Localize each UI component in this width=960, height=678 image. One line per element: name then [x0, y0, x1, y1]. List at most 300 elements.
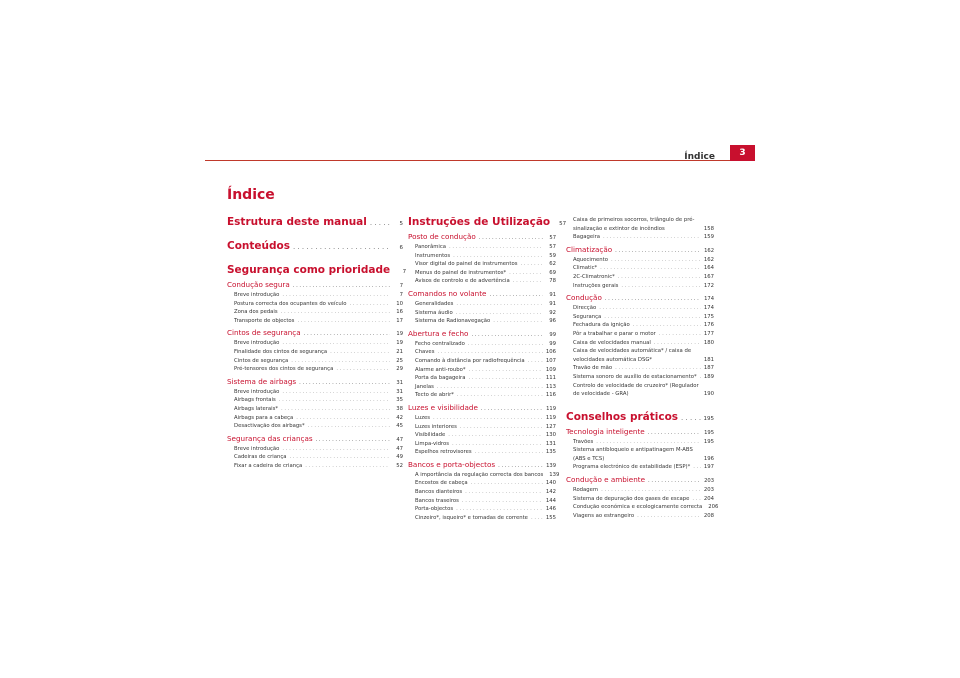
toc-page-number: 17 — [396, 317, 403, 324]
toc-item[interactable] — [408, 431, 556, 440]
toc-page-number: 162 — [703, 256, 714, 263]
toc-entry-label-line: de velocidade - GRA) — [573, 391, 629, 398]
toc-entry-label: Airbags para a cabeça — [234, 414, 294, 421]
toc-page-number: 7 — [399, 292, 403, 298]
toc-page-number: 159 — [703, 234, 714, 241]
toc-section[interactable] — [227, 280, 403, 291]
toc-page-number: 92 — [549, 309, 556, 316]
toc-item[interactable] — [566, 304, 714, 313]
toc-entry-label: Segurança — [573, 313, 602, 320]
toc-chapter[interactable] — [566, 411, 714, 423]
toc-entry-label: Rodagem — [573, 487, 599, 494]
toc-entry-label-line: Caixa de velocidades automática* / caixa de — [573, 348, 692, 355]
leader-dots — [481, 405, 543, 414]
toc-item[interactable] — [408, 357, 556, 366]
toc-page-number: 19 — [396, 340, 403, 347]
toc-entry-label: Luzes — [415, 414, 431, 421]
leader-dots — [468, 374, 542, 383]
toc-entry-label: Programa electrónico de estabilidade (ESP)* — [573, 464, 691, 471]
leader-dots — [479, 234, 543, 243]
toc-page-number: 187 — [703, 365, 714, 372]
toc-page-number: 52 — [396, 462, 403, 469]
leader-dots — [603, 233, 701, 242]
leader-dots — [449, 243, 543, 252]
toc-page-number: 96 — [549, 318, 556, 325]
leader-dots — [528, 357, 543, 366]
toc-item[interactable] — [408, 269, 556, 278]
toc-item[interactable] — [408, 309, 556, 318]
toc-item[interactable] — [408, 300, 556, 309]
toc-entry-label: Avisos de controlo e de advertência — [415, 278, 510, 285]
leader-dots — [456, 300, 543, 309]
leader-dots — [513, 277, 543, 286]
leader-dots — [457, 391, 543, 400]
toc-column-2 — [408, 216, 567, 522]
toc-item[interactable] — [227, 414, 403, 423]
toc-item[interactable] — [408, 479, 556, 488]
toc-item[interactable] — [227, 365, 403, 374]
leader-dots — [433, 414, 543, 423]
toc-page-number: 59 — [549, 252, 556, 259]
toc-page-number: 49 — [396, 454, 403, 461]
toc-entry-label: Bancos traseiros — [415, 497, 459, 504]
toc-entry-label: Espelhos retrovisores — [415, 449, 472, 456]
toc-item[interactable] — [566, 463, 714, 472]
toc-item[interactable] — [566, 438, 714, 447]
toc-entry-label: Estrutura deste manual — [227, 216, 367, 228]
index-title: Índice — [227, 187, 275, 203]
toc-chapter[interactable] — [227, 216, 403, 228]
leader-dots — [448, 431, 543, 440]
toc-page-number: 130 — [545, 432, 556, 439]
toc-page-number: 7 — [402, 269, 407, 275]
toc-page-number: 119 — [545, 414, 556, 421]
leader-dots — [601, 486, 701, 495]
toc-entry-label: Visor digital do painel de instrumentos — [415, 261, 518, 268]
toc-section[interactable] — [227, 434, 403, 445]
leader-dots — [605, 295, 701, 304]
toc-entry-label: Encostos de cabeça — [415, 480, 468, 487]
toc-entry-label: Climatização — [566, 244, 613, 254]
leader-dots — [648, 429, 701, 438]
toc-entry-label: Viagens ao estrangeiro — [573, 512, 635, 519]
toc-item[interactable] — [408, 488, 556, 497]
toc-page-number: 203 — [703, 487, 714, 494]
toc-entry-label: Sistema de airbags — [227, 376, 297, 386]
toc-page-number: 5 — [399, 221, 403, 227]
leader-dots — [637, 512, 701, 521]
toc-item[interactable] — [566, 256, 714, 265]
toc-item[interactable] — [408, 340, 556, 349]
toc-page-number: 78 — [549, 278, 556, 285]
toc-item[interactable] — [227, 445, 403, 454]
toc-entry-label: Abertura e fecho — [408, 328, 469, 338]
toc-entry-label: Finalidade dos cintos de segurança — [234, 348, 328, 355]
toc-item[interactable] — [566, 347, 714, 364]
toc-chapter[interactable] — [227, 264, 407, 276]
toc-item[interactable] — [227, 388, 403, 397]
toc-item[interactable] — [566, 216, 714, 233]
toc-item[interactable] — [408, 448, 556, 457]
toc-page-number: 195 — [703, 438, 714, 445]
leader-dots — [279, 396, 390, 405]
toc-item[interactable] — [408, 423, 556, 432]
toc-item[interactable] — [566, 330, 714, 339]
toc-entry-label-line: sinalização e extintor de incêndios — [573, 225, 665, 232]
leader-dots — [475, 448, 543, 457]
toc-page-number: 203 — [704, 478, 714, 485]
toc-item[interactable] — [408, 497, 556, 506]
toc-entry-label: Sistema sonoro de auxílio de estacionamento* — [573, 373, 697, 380]
toc-section[interactable] — [408, 460, 556, 471]
toc-entry-label: Fixar a cadeira de criança — [234, 462, 303, 469]
toc-item[interactable] — [227, 308, 403, 317]
toc-entry-label: Bagageira — [573, 234, 601, 241]
toc-entry-label: Limpa-vidros — [415, 440, 449, 447]
toc-page-number: 175 — [703, 313, 714, 320]
toc-page-number: 19 — [396, 331, 403, 338]
leader-dots — [469, 366, 543, 375]
leader-dots — [304, 330, 390, 339]
toc-item[interactable] — [408, 440, 556, 449]
toc-page-number: 135 — [545, 449, 556, 456]
toc-entry-label-line: Sistema antibloqueio e antipatinagem M-ABS — [573, 447, 693, 454]
toc-section[interactable] — [566, 245, 714, 256]
toc-page-number: 196 — [703, 455, 714, 462]
toc-entry-label: Comando à distância por radiofrequência — [415, 357, 525, 364]
toc-entry-label: Condução segura — [227, 280, 290, 289]
leader-dots — [509, 269, 543, 278]
toc-item[interactable] — [566, 264, 714, 273]
toc-item[interactable] — [408, 514, 556, 523]
leader-dots — [604, 313, 701, 322]
toc-entry-label: Bancos e porta-objectos — [408, 459, 496, 469]
toc-section[interactable] — [408, 329, 556, 340]
toc-entry-label: Airbags laterais* — [234, 405, 279, 412]
toc-item[interactable] — [227, 357, 403, 366]
toc-entry-label: Caixa de velocidades manual — [573, 339, 651, 346]
toc-page-number: 181 — [703, 356, 714, 363]
toc-entry-label: Cintos de segurança — [234, 357, 289, 364]
toc-entry-label: Comandos no volante — [408, 288, 487, 298]
toc-item[interactable] — [227, 396, 403, 405]
toc-item[interactable] — [408, 348, 556, 357]
toc-entry-label: Cadeiras de criança — [234, 454, 287, 461]
toc-page-number: 164 — [703, 265, 714, 272]
toc-entry-label: Segurança como prioridade — [227, 264, 391, 276]
toc-entry-label: Pré-tensores dos cintos de segurança — [234, 366, 334, 373]
toc-item[interactable] — [227, 291, 403, 300]
toc-item[interactable] — [227, 462, 403, 471]
leader-dots — [330, 348, 390, 357]
toc-entry-label: Instruções gerais — [573, 282, 619, 289]
toc-page-number: 162 — [704, 247, 714, 254]
toc-item[interactable] — [566, 446, 714, 463]
leader-dots — [471, 479, 543, 488]
toc-section[interactable] — [566, 475, 714, 486]
leader-dots — [282, 445, 390, 454]
toc-page-number: 131 — [545, 440, 556, 447]
toc-entry-label: Fecho centralizado — [415, 340, 465, 347]
toc-page-number: 109 — [545, 366, 556, 373]
toc-page-number: 176 — [703, 322, 714, 329]
toc-item[interactable] — [408, 243, 556, 252]
toc-page-number: 69 — [549, 269, 556, 276]
toc-item[interactable] — [408, 277, 556, 286]
toc-entry-label: A importância da regulação correcta dos bancos — [415, 471, 544, 478]
leader-dots — [468, 340, 543, 349]
toc-page-number: 99 — [549, 331, 556, 338]
toc-entry-label: Breve introdução — [234, 340, 280, 347]
toc-item[interactable] — [227, 300, 403, 309]
toc-entry-label: Conselhos práticos — [566, 410, 679, 423]
leader-dots — [293, 282, 390, 291]
toc-entry-label: Luzes e visibilidade — [408, 402, 478, 412]
toc-page-number: 91 — [549, 300, 556, 307]
toc-page-number: 91 — [549, 291, 556, 298]
leader-dots — [599, 304, 701, 313]
toc-entry-label: 2C-Climatronic* — [573, 273, 615, 280]
leader-dots — [281, 405, 390, 414]
toc-entry-label-line: Caixa de primeiros socorros, triângulo de pré- — [573, 217, 695, 223]
leader-dots — [456, 309, 543, 318]
leader-dots — [633, 321, 701, 330]
leader-dots — [700, 373, 701, 382]
leader-dots — [520, 260, 543, 269]
toc-entry-label: Airbags frontais — [234, 397, 276, 404]
toc-entry-label: Direcção — [573, 305, 597, 312]
leader-dots — [297, 317, 390, 326]
leader-dots — [282, 339, 390, 348]
toc-page-number: 158 — [703, 225, 714, 232]
toc-item[interactable] — [566, 373, 714, 382]
toc-page-number: 25 — [396, 357, 403, 364]
leader-dots — [681, 414, 700, 422]
leader-dots — [615, 247, 701, 256]
toc-item[interactable] — [408, 260, 556, 269]
toc-page-number: 177 — [703, 330, 714, 337]
toc-page-number: 21 — [396, 348, 403, 355]
leader-dots — [282, 291, 390, 300]
leader-dots — [456, 505, 543, 514]
toc-page-number: 174 — [703, 305, 714, 312]
toc-item[interactable] — [566, 233, 714, 242]
toc-entry-label: Condução e ambiente — [566, 475, 646, 485]
toc-entry-label: Porta-objectos — [415, 506, 454, 513]
toc-entry-label: Generalidades — [415, 300, 454, 307]
toc-item[interactable] — [227, 317, 403, 326]
toc-section[interactable] — [227, 377, 403, 388]
toc-column-1 — [227, 216, 407, 471]
leader-dots — [452, 440, 543, 449]
toc-page-number: 197 — [703, 464, 714, 471]
toc-page-number: 195 — [703, 415, 714, 422]
toc-entry-label: Sistema de depuração dos gases de escape — [573, 495, 690, 502]
toc-item[interactable] — [408, 374, 556, 383]
toc-entry-label-line: velocidades automática DSG* — [573, 356, 653, 363]
toc-item[interactable] — [227, 453, 403, 462]
toc-page-number: 116 — [545, 392, 556, 399]
leader-dots — [648, 477, 701, 486]
toc-page-number: 204 — [703, 495, 714, 502]
toc-page-number: 195 — [704, 429, 714, 436]
toc-item[interactable] — [227, 422, 403, 431]
toc-page-number: 99 — [549, 340, 556, 347]
toc-entry-label: Sistema de Radionavegação — [415, 318, 491, 325]
toc-entry-label: Instrumentos — [415, 252, 451, 259]
toc-item[interactable] — [408, 252, 556, 261]
toc-entry-label: Desactivação dos airbags* — [234, 423, 305, 430]
toc-chapter[interactable] — [408, 216, 567, 228]
toc-page-number: 172 — [703, 282, 714, 289]
toc-entry-label: Instruções de Utilização — [408, 216, 551, 228]
toc-chapter[interactable] — [227, 240, 403, 252]
toc-entry-label: Visibilidade — [415, 432, 446, 439]
leader-dots — [290, 453, 390, 462]
toc-item[interactable] — [408, 471, 560, 480]
toc-item[interactable] — [408, 414, 556, 423]
toc-entry-label: Posto de condução — [408, 232, 476, 241]
toc-entry-label: Alarme anti-roubo* — [415, 366, 466, 373]
toc-page-number: 113 — [545, 383, 556, 390]
toc-entry-label: Panorâmica — [415, 244, 447, 250]
toc-item[interactable] — [566, 339, 714, 348]
toc-entry-label: Luzes interiores — [415, 423, 457, 430]
toc-section[interactable] — [566, 427, 714, 438]
toc-entry-label: Breve introdução — [234, 388, 280, 395]
toc-entry-label: Cinzeiro*, isqueiro* e tomadas de corrente — [415, 514, 528, 521]
toc-page-number: 127 — [545, 423, 556, 430]
leader-dots — [316, 436, 390, 445]
leader-dots — [462, 497, 543, 506]
leader-dots — [437, 348, 542, 357]
toc-item[interactable] — [408, 317, 556, 326]
toc-page-number: 119 — [546, 405, 556, 412]
leader-dots — [336, 365, 390, 374]
toc-page-number: 139 — [546, 462, 556, 469]
toc-entry-label: Sistema áudio — [415, 309, 453, 316]
toc-page-number: 16 — [396, 309, 403, 316]
toc-item[interactable] — [408, 383, 556, 392]
leader-dots — [489, 291, 543, 300]
toc-item[interactable] — [566, 273, 714, 282]
toc-entry-label: Pôr a trabalhar e parar o motor — [573, 330, 656, 337]
toc-entry-label: Janelas — [415, 383, 434, 390]
toc-page-number: 35 — [396, 397, 403, 404]
toc-page-number: 139 — [549, 471, 560, 478]
toc-item[interactable] — [566, 486, 714, 495]
toc-item[interactable] — [566, 321, 714, 330]
toc-entry-label: Breve introdução — [234, 292, 280, 298]
toc-page-number: 190 — [703, 391, 714, 398]
toc-entry-label: Transporte de objectos — [234, 317, 295, 324]
toc-page-number: 42 — [396, 414, 403, 421]
leader-dots — [596, 438, 701, 447]
toc-page-number: 142 — [545, 489, 556, 496]
toc-item[interactable] — [408, 505, 556, 514]
leader-dots — [349, 300, 390, 309]
leader-dots — [493, 317, 543, 326]
toc-entry-label: Porta da bagageira — [415, 375, 466, 382]
toc-page-number: 57 — [549, 235, 556, 241]
leader-dots — [621, 282, 700, 291]
toc-page-number: 167 — [703, 273, 714, 280]
toc-item[interactable] — [227, 339, 403, 348]
leader-dots — [291, 357, 390, 366]
toc-page-number: 208 — [703, 512, 714, 519]
leader-dots — [692, 495, 700, 504]
leader-dots — [611, 256, 701, 265]
toc-item[interactable] — [566, 512, 714, 521]
toc-entry-label: Cintos de segurança — [227, 328, 301, 338]
toc-page-number: 206 — [708, 504, 719, 511]
leader-dots — [471, 331, 543, 340]
toc-item[interactable] — [566, 364, 714, 373]
toc-page-number: 47 — [396, 436, 403, 443]
toc-item[interactable] — [408, 391, 556, 400]
toc-section[interactable] — [408, 232, 556, 243]
toc-page-number: 57 — [559, 221, 567, 227]
toc-page-number: 45 — [396, 423, 403, 430]
leader-dots — [293, 243, 390, 251]
toc-section[interactable] — [566, 293, 714, 304]
toc-item[interactable] — [227, 405, 403, 414]
toc-entry-label: Tecnologia inteligente — [566, 426, 645, 436]
leader-dots — [693, 463, 701, 472]
toc-item[interactable] — [566, 382, 714, 399]
toc-item[interactable] — [227, 348, 403, 357]
toc-entry-label: Zona dos pedais — [234, 309, 278, 316]
leader-dots — [531, 514, 543, 523]
toc-entry-label: Aquecimento — [573, 256, 608, 263]
toc-section[interactable] — [227, 328, 403, 339]
toc-entry-label: Condução económica e ecologicamente correcta — [573, 504, 703, 511]
toc-page-number: 10 — [396, 300, 403, 307]
toc-entry-label: Tecto de abrir* — [415, 392, 454, 399]
toc-page-number: 146 — [545, 506, 556, 513]
toc-item[interactable] — [408, 366, 556, 375]
toc-item[interactable] — [566, 503, 719, 512]
toc-section[interactable] — [408, 289, 556, 300]
toc-page-number: 6 — [399, 245, 403, 251]
toc-entry-label: Conteúdos — [227, 240, 290, 252]
toc-entry-label: Menus do painel de instrumentos* — [415, 269, 507, 276]
leader-dots — [498, 462, 543, 471]
leader-dots — [437, 383, 543, 392]
toc-page-number: 107 — [545, 357, 556, 364]
toc-entry-label-line: (ABS e TCS) — [573, 455, 605, 462]
toc-page-number: 31 — [396, 379, 403, 386]
toc-page-number: 111 — [545, 375, 556, 382]
toc-page-number: 57 — [549, 244, 556, 250]
toc-entry-label: Chaves — [415, 349, 435, 356]
leader-dots — [460, 423, 543, 432]
page-number-badge: 3 — [730, 145, 755, 161]
toc-page-number: 7 — [399, 283, 403, 289]
toc-section[interactable] — [408, 403, 556, 414]
toc-page-number: 38 — [396, 405, 403, 412]
toc-page-number: 174 — [704, 296, 714, 303]
toc-page-number: 62 — [549, 261, 556, 268]
leader-dots — [308, 422, 390, 431]
leader-dots — [282, 388, 390, 397]
toc-item[interactable] — [566, 495, 714, 504]
toc-item[interactable] — [566, 313, 714, 322]
toc-page-number: 47 — [396, 445, 403, 452]
toc-item[interactable] — [566, 282, 714, 291]
toc-entry-label: Fechadura da ignição — [573, 322, 630, 329]
leader-dots — [618, 273, 701, 282]
